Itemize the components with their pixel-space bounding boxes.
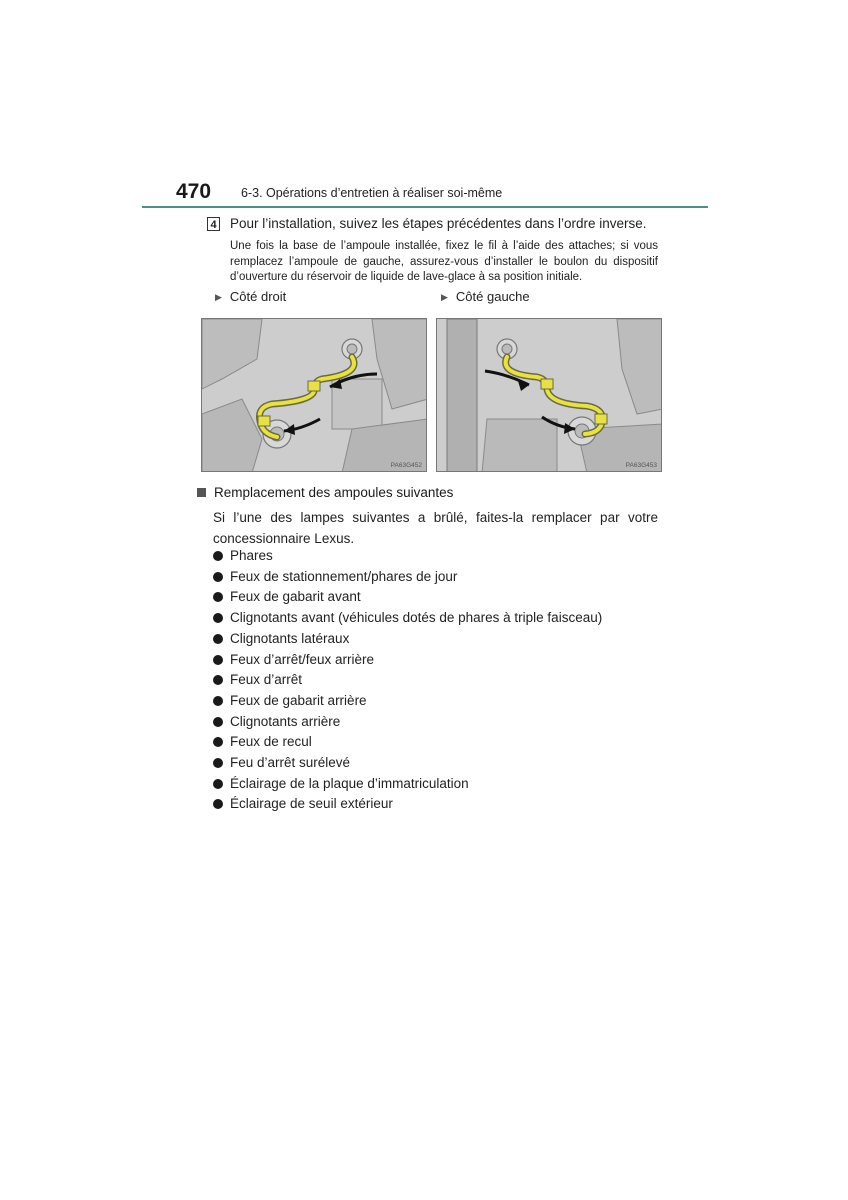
bullet-icon — [213, 779, 223, 789]
list-item-text: Éclairage de seuil extérieur — [230, 796, 393, 812]
bullet-icon — [213, 799, 223, 809]
figure-caption-right-side — [215, 289, 286, 304]
list-item-text: Feu d’arrêt surélevé — [230, 755, 351, 771]
step-number-badge: 4 — [207, 217, 220, 231]
list-item-text: Feux de stationnement/phares de jour — [230, 568, 458, 584]
list-item — [213, 670, 602, 691]
bullet-icon — [213, 758, 223, 768]
list-item-text: Feux d’arrêt — [230, 672, 303, 688]
figure-code: PA63G453 — [625, 462, 657, 469]
list-item — [213, 608, 602, 629]
step-text: Pour l’installation, suivez les étapes précédentes dans l’ordre inverse. — [230, 216, 647, 231]
page-number: 470 — [176, 180, 212, 203]
list-item-text: Clignotants arrière — [230, 713, 341, 729]
list-item-text: Feux de recul — [230, 734, 312, 750]
list-item — [213, 650, 602, 671]
figure-code: PA63G452 — [390, 462, 422, 469]
list-item-text: Clignotants avant (véhicules dotés de phares à triple faisceau) — [230, 610, 603, 626]
triangle-bullet-icon: ▶ — [441, 292, 448, 302]
bullet-icon — [213, 675, 223, 685]
bullet-icon — [213, 613, 223, 623]
list-item — [213, 587, 602, 608]
sub-heading-text: Remplacement des ampoules suivantes — [214, 485, 454, 500]
triangle-bullet-icon: ▶ — [215, 292, 222, 302]
figure-left-side-illustration — [436, 318, 662, 472]
caption-text: Côté gauche — [455, 289, 530, 304]
section-title: 6-3. Opérations d’entretien à réaliser soi-même — [241, 186, 503, 200]
bullet-icon — [213, 696, 223, 706]
caption-text: Côté droit — [229, 289, 287, 304]
figure-caption-left-side — [441, 289, 530, 304]
list-item — [213, 691, 602, 712]
bulb-wiring-illustration — [202, 319, 427, 472]
bullet-icon — [213, 634, 223, 644]
bullet-icon — [213, 717, 223, 727]
figure-right-side-illustration — [201, 318, 427, 472]
square-bullet-icon — [197, 488, 206, 497]
list-item — [213, 546, 602, 567]
list-item-text: Feux de gabarit avant — [230, 589, 361, 605]
header-rule — [142, 206, 708, 208]
list-item — [213, 753, 602, 774]
list-item — [213, 774, 602, 795]
bullet-icon — [213, 655, 223, 665]
list-item-text: Clignotants latéraux — [230, 630, 350, 646]
list-item — [213, 712, 602, 733]
bullet-icon — [213, 737, 223, 747]
bulb-wiring-illustration — [437, 319, 662, 472]
list-item-text: Éclairage de la plaque d’immatriculation — [230, 775, 469, 791]
list-item — [213, 629, 602, 650]
bulb-list — [213, 546, 602, 815]
list-item-text: Feux d’arrêt/feux arrière — [230, 651, 375, 667]
list-item-text: Phares — [230, 548, 273, 563]
step-note: Une fois la base de l’ampoule installée, fixez le fil à l’aide des attaches; si vous remplacez l’ampoule de gauche, assurez-vous d’installer le boulon du dispositif d’ouverture du réservoir de liquide de lave-glace à sa position initiale. — [230, 240, 658, 283]
bullet-icon — [213, 551, 223, 561]
intro-paragraph: Si l’une des lampes suivantes a brûlé, faites-la remplacer par votre concessionnaire Lexus. — [213, 510, 658, 546]
sub-heading — [197, 485, 453, 500]
list-item — [213, 794, 602, 815]
list-item — [213, 732, 602, 753]
bullet-icon — [213, 572, 223, 582]
list-item-text: Feux de gabarit arrière — [230, 692, 367, 708]
list-item — [213, 567, 602, 588]
bullet-icon — [213, 592, 223, 602]
